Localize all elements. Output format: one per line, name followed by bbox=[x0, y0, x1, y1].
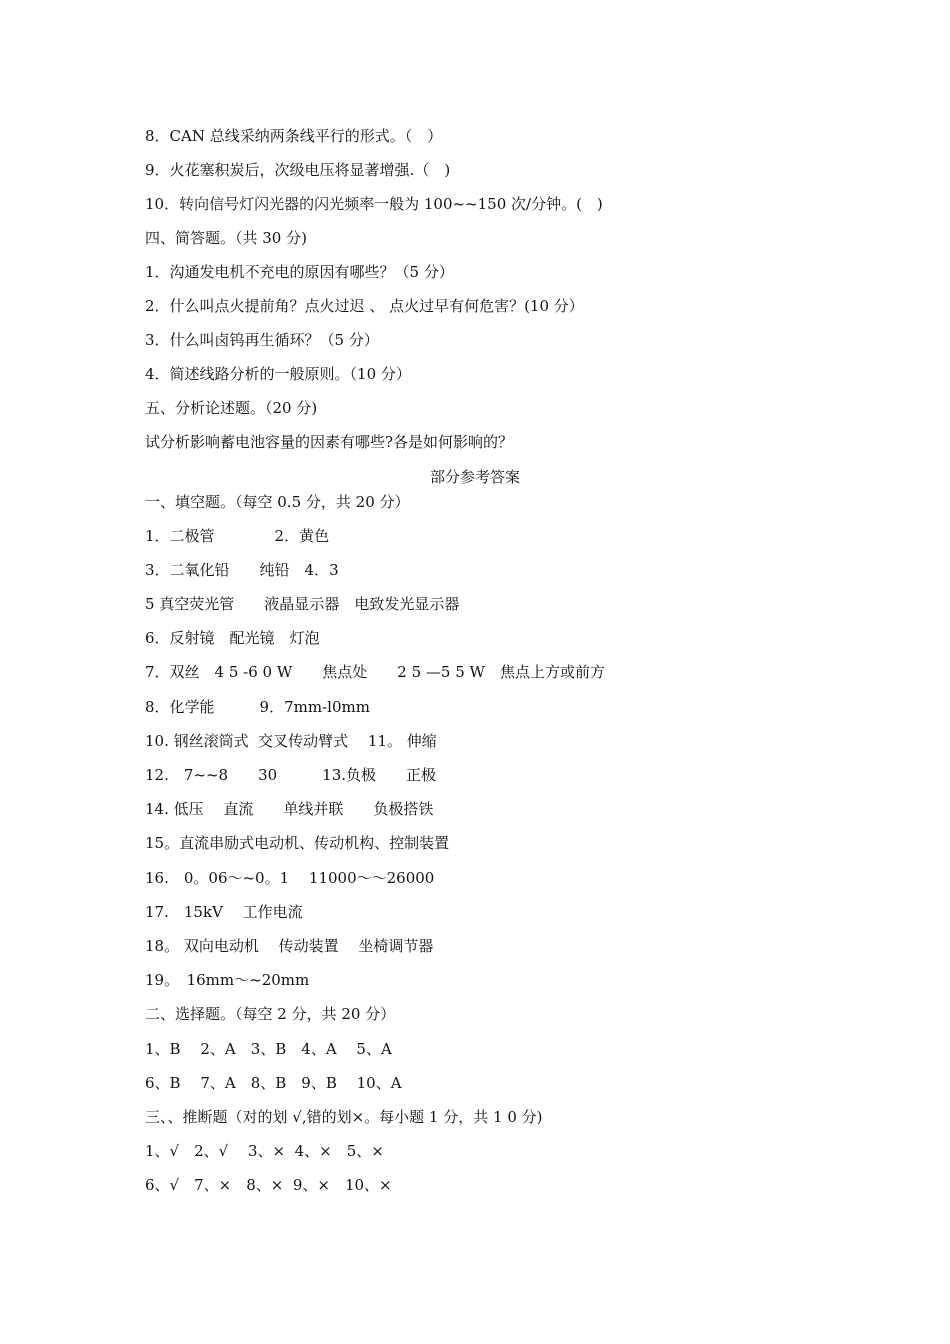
short-answer-question: 1．沟通发电机不充电的原因有哪些？（5 分） bbox=[145, 263, 454, 281]
answer-line: 1．二极管 2．黄色 bbox=[145, 527, 330, 545]
answer-line: 8．化学能 9．7mm-l0mm bbox=[145, 698, 370, 716]
answers-part1-heading: 一、填空题。（每空 0.5 分，共 20 分） bbox=[145, 493, 410, 511]
question-9: 9．火花塞积炭后，次级电压将显著增强.（ ) bbox=[145, 161, 451, 179]
question-8: 8．CAN 总线采纳两条线平行的形式。（ ） bbox=[145, 127, 443, 145]
essay-question: 试分析影响蓄电池容量的因素有哪些?各是如何影响的？ bbox=[145, 433, 514, 451]
answer-line: 18。 双向电动机 传动装置 坐椅调节器 bbox=[145, 937, 434, 955]
answer-line: 3．二氧化铅 纯铅 4．3 bbox=[145, 561, 339, 579]
answer-line: 17. 15kV 工作电流 bbox=[145, 903, 303, 921]
answer-line: 6．反射镜 配光镜 灯泡 bbox=[145, 629, 320, 647]
answer-line: 16. 0。06～~0。1 11000～～26000 bbox=[145, 869, 435, 887]
section-heading-essay: 五、分析论述题。（20 分) bbox=[145, 399, 318, 417]
section-heading-short-answer: 四、简答题。（共 30 分) bbox=[145, 229, 307, 247]
answers-part2-heading: 二、选择题。（每空 2 分，共 20 分） bbox=[145, 1005, 396, 1023]
answer-line: 6、B 7、A 8、B 9、B 10、A bbox=[145, 1074, 402, 1092]
short-answer-question: 4．简述线路分析的一般原则。（10 分） bbox=[145, 365, 411, 383]
answer-line: 1、√ 2、√ 3、× 4、× 5、× bbox=[145, 1142, 384, 1160]
answer-line: 7．双丝 4 5 -6 0 W 焦点处 2 5 —5 5 W 焦点上方或前方 bbox=[145, 663, 605, 681]
question-10: 10．转向信号灯闪光器的闪光频率一般为 100~~150 次/分钟。( ) bbox=[145, 195, 603, 213]
answer-line: 10. 钢丝滚筒式 交叉传动臂式 11。 伸缩 bbox=[145, 732, 437, 750]
short-answer-question: 2．什么叫点火提前角？点火过迟 、 点火过早有何危害？(10 分） bbox=[145, 297, 584, 315]
answer-line: 19。 16mm～~20mm bbox=[145, 971, 310, 989]
answer-line: 1、B 2、A 3、B 4、A 5、A bbox=[145, 1040, 392, 1058]
answer-line: 15。直流串励式电动机、传动机构、控制装置 bbox=[145, 834, 450, 852]
answer-line: 5 真空荧光管 液晶显示器 电致发光显示器 bbox=[145, 595, 460, 613]
short-answer-question: 3．什么叫卤钨再生循环？（5 分） bbox=[145, 331, 379, 349]
answers-title: 部分参考答案 bbox=[429, 468, 520, 486]
answer-line: 14. 低压 直流 单线并联 负极搭铁 bbox=[145, 800, 434, 818]
answers-part3-heading: 三、、推断题（对的划 √,错的划×。每小题 1 分，共 1 0 分) bbox=[145, 1108, 543, 1126]
answer-line: 12. 7~~8 30 13.负极 正极 bbox=[145, 766, 437, 784]
answer-line: 6、√ 7、× 8、× 9、× 10、× bbox=[145, 1176, 392, 1194]
